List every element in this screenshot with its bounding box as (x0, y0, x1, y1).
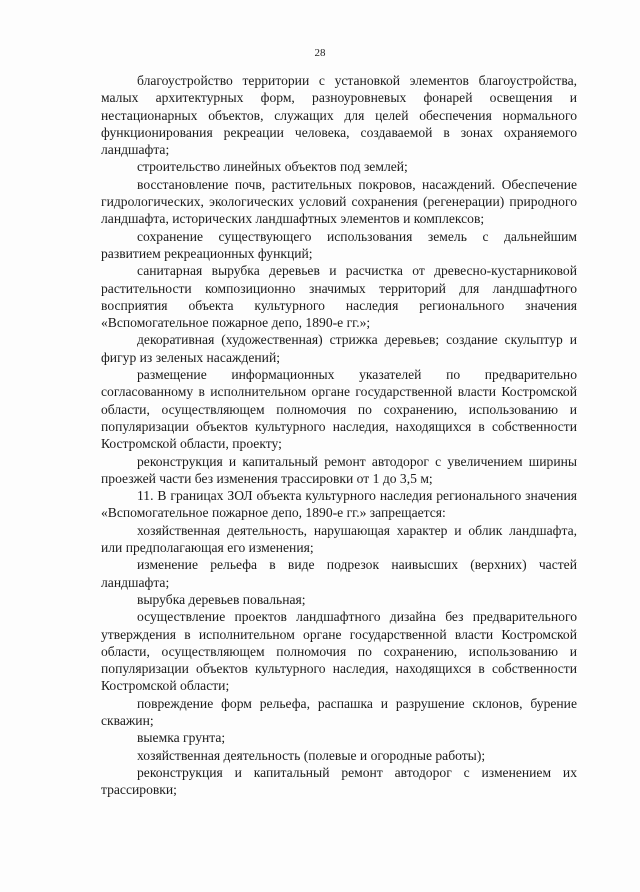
paragraph-economic-activity-landscape: хозяйственная деятельность, нарушающая характер и облик ландшафта, или предполагающая его изменения; (101, 522, 577, 556)
paragraph-section-11-prohibitions: 11. В границах ЗОЛ объекта культурного наследия регионального значения «Вспомогательное пожарное депо, 1890-е гг.» запрещается: (101, 488, 577, 521)
paragraph-field-work: хозяйственная деятельность (полевые и огородные работы); (137, 747, 486, 763)
paragraph-landscape-design-projects: осуществление проектов ландшафтного дизайна без предварительного утверждения в исполнительном органе государственной власти Костромской области, осуществляющем полномочия по сохранению, использованию и популяризации объектов культурного наследия, находящихся в собственности Костромской области; (101, 609, 577, 694)
document-body (101, 72, 577, 798)
paragraph-decorative-trimming: декоративная (художественная) стрижка деревьев; создание скульптур и фигур из зеленых насаждений; (101, 332, 577, 365)
paragraph-information-signs: размещение информационных указателей по предварительно согласованному в исполнительном органе государственной власти Костромской области, осуществляющем полномочия по сохранению, использованию и популяризации объектов культурного наследия, находящихся в собственности Костромской области, проекту; (101, 367, 577, 452)
paragraph-road-reconstruction-widening: реконструкция и капитальный ремонт автодорог с увеличением ширины проезжей части без изменения трассировки от 1 до 3,5 м; (101, 453, 577, 486)
paragraph-soil-restoration: восстановление почв, растительных покровов, насаждений. Обеспечение гидрологических, экологических условий сохранения (регенерации) природного ландшафта, исторических ландшафтных элементов и комплексов; (101, 176, 577, 227)
paragraph-road-rerouting: реконструкция и капитальный ремонт автодорог с изменением их трассировки; (101, 764, 577, 798)
paragraph-soil-excavation: выемка грунта; (137, 730, 226, 746)
paragraph-land-use-preservation: сохранение существующего использования земель с дальнейшим развитием рекреационных функций; (101, 228, 577, 261)
paragraph-clear-felling: вырубка деревьев повальная; (137, 591, 306, 607)
paragraph-landscaping: благоустройство территории с установкой элементов благоустройства, малых архитектурных форм, разноуровневых фонарей освещения и нестационарных объектов, служащих для целей обеспечения нормального функционирования рекреации человека, создаваемой в зонах охраняемого ландшафта; (101, 73, 577, 158)
paragraph-relief-damage: повреждение форм рельефа, распашка и разрушение склонов, бурение скважин; (101, 695, 577, 728)
paragraph-sanitary-felling: санитарная вырубка деревьев и расчистка от древесно-кустарниковой растительности композиционно значимых территорий для ландшафтного восприятия объекта культурного наследия регионального значения «Вспомогательное пожарное депо, 1890-е гг.»; (101, 263, 577, 331)
paragraph-underground-construction: строительство линейных объектов под землей; (137, 159, 408, 175)
page-number: 28 (314, 47, 326, 59)
paragraph-relief-change: изменение рельефа в виде подрезок наивысших (верхних) частей ландшафта; (101, 557, 577, 590)
